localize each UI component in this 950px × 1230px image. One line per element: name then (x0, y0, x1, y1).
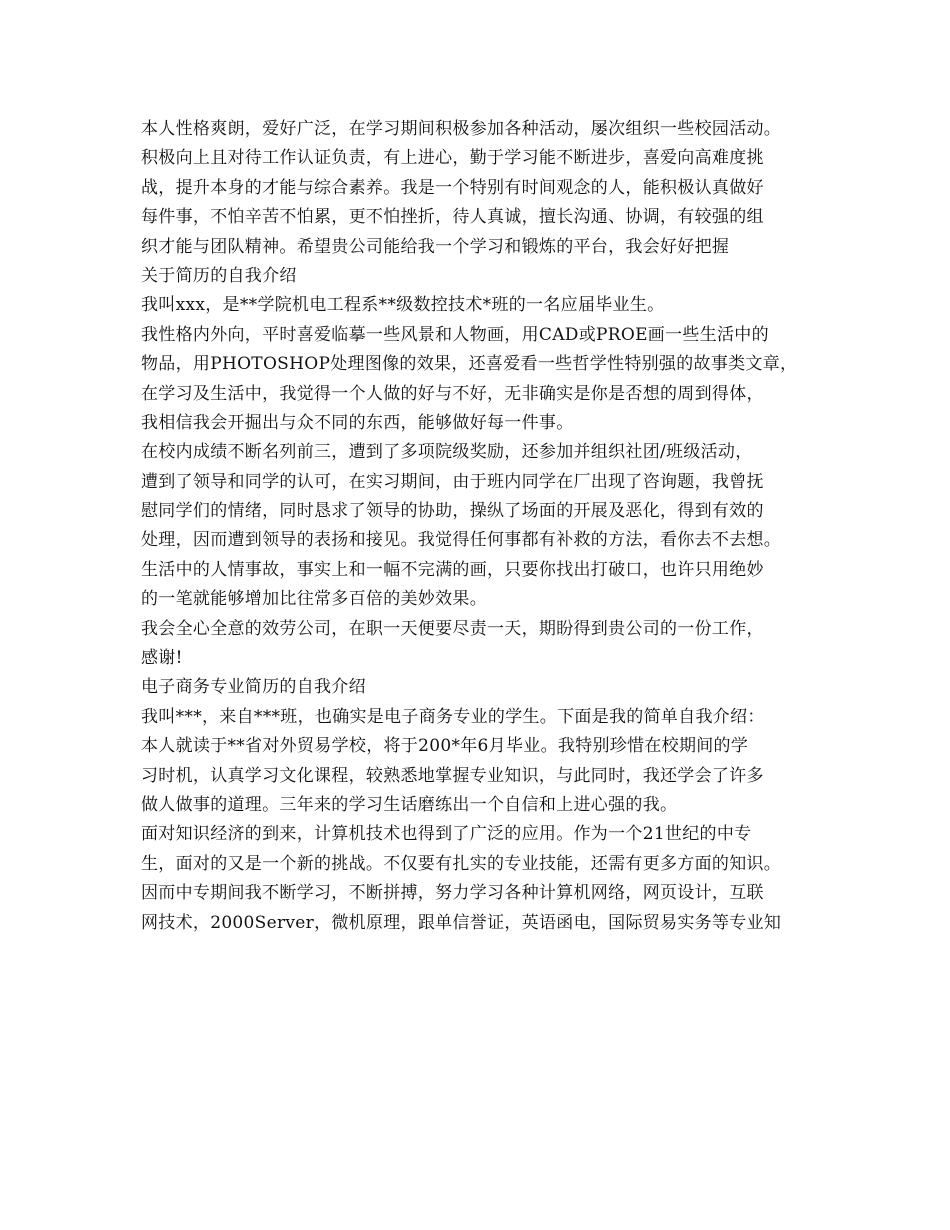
text-line: 我叫***，来自***班，也确实是电子商务专业的学生。下面是我的简单自我介绍： (141, 706, 765, 727)
text-line: 因而中专期间我不断学习，不断拼搏，努力学习各种计算机网络，网页设计，互联 (141, 883, 764, 904)
text-line: 做人做事的道理。三年来的学习生话磨练出一个自信和上进心强的我。 (141, 794, 678, 815)
text-line: 我会全心全意的效劳公司，在职一天便要尽责一天，期盼得到贵公司的一份工作， (141, 618, 764, 639)
text-line: 遭到了领导和同学的认可，在实习期间，由于班内同学在厂出现了咨询题，我曾抚 (141, 471, 764, 492)
text-line: 慰同学们的情绪，同时恳求了领导的协助，操纵了场面的开展及恶化，得到有效的 (141, 501, 764, 522)
text-line: 网技术，2000Server，微机原理，跟单信誉证，英语函电，国际贸易实务等专业知 (141, 912, 782, 933)
text-line: 积极向上且对待工作认证负责，有上进心，勤于学习能不断进步，喜爱向高难度挑 (141, 148, 764, 169)
section-heading: 电子商务专业简历的自我介绍 (141, 677, 366, 698)
text-line: 织才能与团队精神。希望贵公司能给我一个学习和锻炼的平台，我会好好把握 (141, 236, 730, 257)
text-line: 我叫xxx，是**学院机电工程系**级数控技术*班的一名应届毕业生。 (141, 295, 665, 316)
text-line: 每件事，不怕辛苦不怕累，更不怕挫折，待人真诚，擅长沟通、协调，有较强的组 (141, 207, 764, 228)
text-line: 面对知识经济的到来，计算机技术也得到了广泛的应用。作为一个21世纪的中专 (141, 824, 752, 845)
text-line: 战，提升本身的才能与综合素养。我是一个特别有时间观念的人，能积极认真做好 (141, 177, 764, 198)
section-heading: 关于简历的自我介绍 (141, 265, 297, 286)
text-line: 我相信我会开掘出与众不同的东西，能够做好每一件事。 (141, 412, 574, 433)
text-line: 本人就读于**省对外贸易学校，将于200*年6月毕业。我特别珍惜在校期间的学 (141, 736, 749, 757)
text-line: 生，面对的又是一个新的挑战。不仅要有扎实的专业技能，还需有更多方面的知识。 (141, 853, 782, 874)
text-line: 物品，用PHOTOSHOP处理图像的效果，还喜爱看一些哲学性特别强的故事类文章， (141, 354, 798, 375)
text-line: 习时机，认真学习文化课程，较熟悉地掌握专业知识，与此同时，我还学会了许多 (141, 765, 764, 786)
text-line: 在校内成绩不断名列前三，遭到了多项院级奖励，还参加并组织社团/班级活动， (141, 442, 753, 463)
text-line: 感谢! (141, 648, 183, 669)
document-body (141, 115, 841, 938)
text-line: 生活中的人情事故，事实上和一幅不完满的画，只要你找出打破口，也许只用绝妙 (141, 559, 764, 580)
text-line: 我性格内外向，平时喜爱临摹一些风景和人物画，用CAD或PROE画一些生活中的 (141, 324, 769, 345)
text-line: 处理，因而遭到领导的表扬和接见。我觉得任何事都有补救的方法，看你去不去想。 (141, 530, 782, 551)
text-line: 本人性格爽朗，爱好广泛，在学习期间积极参加各种活动，屡次组织一些校园活动。 (141, 119, 782, 139)
text-line: 在学习及生活中，我觉得一个人做的好与不好，无非确实是你是否想的周到得体， (141, 383, 764, 404)
text-line: 的一笔就能够增加比往常多百倍的美妙效果。 (141, 589, 487, 610)
